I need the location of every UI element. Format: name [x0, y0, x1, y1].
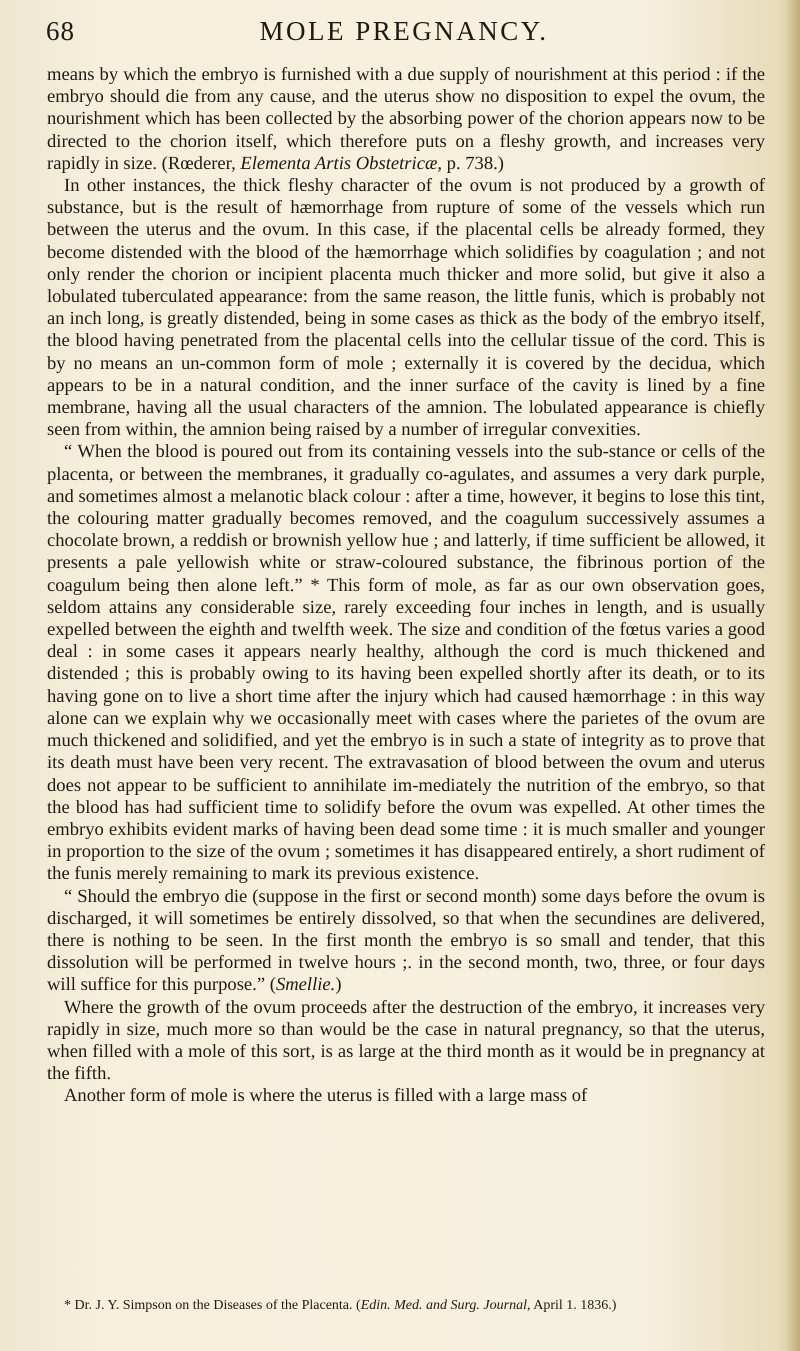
page-header: [46, 16, 762, 56]
body-text: [47, 64, 765, 1108]
paragraph: [47, 64, 765, 175]
italic-citation: Elementa Artis Obstetricæ: [240, 152, 438, 174]
footnote: [47, 1297, 765, 1314]
page-edge-shadow: [786, 0, 800, 1351]
text-run: ): [335, 974, 342, 996]
text-run: “ Should the embryo die (suppose in the first or second month) some days before the ovum is discharged, it will sometimes be entirely dissolved, so that when the secundines are delivered, there is nothing to be seen. In the first month the embryo is so small and tender, that this dissolution will be performed in twelve hours ;. in the second month, two, three, or four days will suffice for this purpose.” (: [47, 885, 765, 996]
text-run: , p. 738.): [437, 152, 504, 174]
paragraph: [47, 1085, 765, 1107]
paragraph: [47, 997, 765, 1086]
paragraph: [47, 886, 765, 997]
text-run: * Dr. J. Y. Simpson on the Diseases of the Placenta. (: [64, 1298, 361, 1313]
text-run: “ When the blood is poured out from its containing vessels into the sub-stance or cells of the placenta, or between the membranes, it gradually co-agulates, and assumes a very dark purple, and sometimes almost a melanotic black colour : after a time, however, it begins to lose this tint, the colouring matter gradually becomes removed, and the coagulum successively assumes a chocolate brown, a reddish or brownish yellow hue ; and latterly, if time sufficient be allowed, it presents a pale yellowish white or straw-coloured substance, the fibrinous portion of the coagulum being then alone left.” * This form of mole, as far as our own observation goes, seldom attains any considerable size, rarely exceeding four inches in length, and is usually expelled between the eighth and twelfth week. The size and condition of the fœtus varies a good deal : in some cases it appears nearly healthy, although the cord is much thickened and distended ; this is probably owing to its having been expelled shortly after its death, or to its having gone on to live a short time after the injury which had caused hæmorrhage : in this way alone can we explain why we occasionally meet with cases where the parietes of the ovum are much thickened and solidified, and yet the embryo is in such a state of integrity as to prove that its death must have been very recent. The extravasation of blood between the ovum and uterus does not appear to be sufficient to annihilate im-mediately the nutrition of the embryo, so that the blood has had sufficient time to solidify before the ovum was expelled. At other times the embryo exhibits evident marks of having been dead some time : it is much smaller and younger in proportion to the size of the ovum ; sometimes it has disappeared entirely, a short rudiment of the funis merely remaining to mark its previous existence.: [47, 441, 765, 885]
page-number: 68: [46, 16, 75, 46]
italic-citation: Edin. Med. and Surg. Journal,: [360, 1298, 531, 1313]
italic-citation: Smellie.: [275, 974, 336, 996]
text-run: Another form of mole is where the uterus is filled with a large mass of: [64, 1085, 588, 1107]
text-run: Where the growth of the ovum proceeds after the destruction of the embryo, it increases very rapidly in size, much more so than would be the case in natural pregnancy, so that the uterus, when filled with a mole of this sort, is as large at the third month as it would be in pregnancy at the fifth.: [47, 996, 765, 1085]
text-run: In other instances, the thick fleshy character of the ovum is not produced by a growth of substance, but is the result of hæmorrhage from rupture of some of the vessels which run between the uterus and the ovum. In this case, if the placental cells be already formed, they become distended with the blood of the hæmorrhage which solidifies by coagulation ; and not only render the chorion or incipient placenta much thicker and more solid, but give it also a lobulated tuberculated appearance: from the same reason, the little funis, which is probably not an inch long, is greatly distended, being in some cases as thick as the body of the embryo itself, the blood having penetrated from the placental cells into the cellular tissue of the cord. This is by no means an un-common form of mole ; externally it is covered by the decidua, which appears to be in a natural condition, and the inner surface of the cavity is lined by a fine membrane, having all the usual characters of the amnion. The lobulated appearance is chiefly seen from within, the amnion being raised by a number of irregular convexities.: [47, 175, 765, 441]
running-head: MOLE PREGNANCY.: [259, 16, 549, 46]
text-run: means by which the embryo is furnished with a due supply of nourishment at this period : if the embryo should die from any cause, and the uterus show no disposition to expel the ovum, the nourishment which has been collected by the absorbing power of the chorion appears now to be directed to the chorion itself, which therefore puts on a fleshy growth, and increases very rapidly in size. (Rœderer,: [47, 64, 765, 174]
paragraph: [47, 441, 765, 885]
text-run: April 1. 1836.): [530, 1298, 617, 1313]
paragraph: [47, 175, 765, 441]
